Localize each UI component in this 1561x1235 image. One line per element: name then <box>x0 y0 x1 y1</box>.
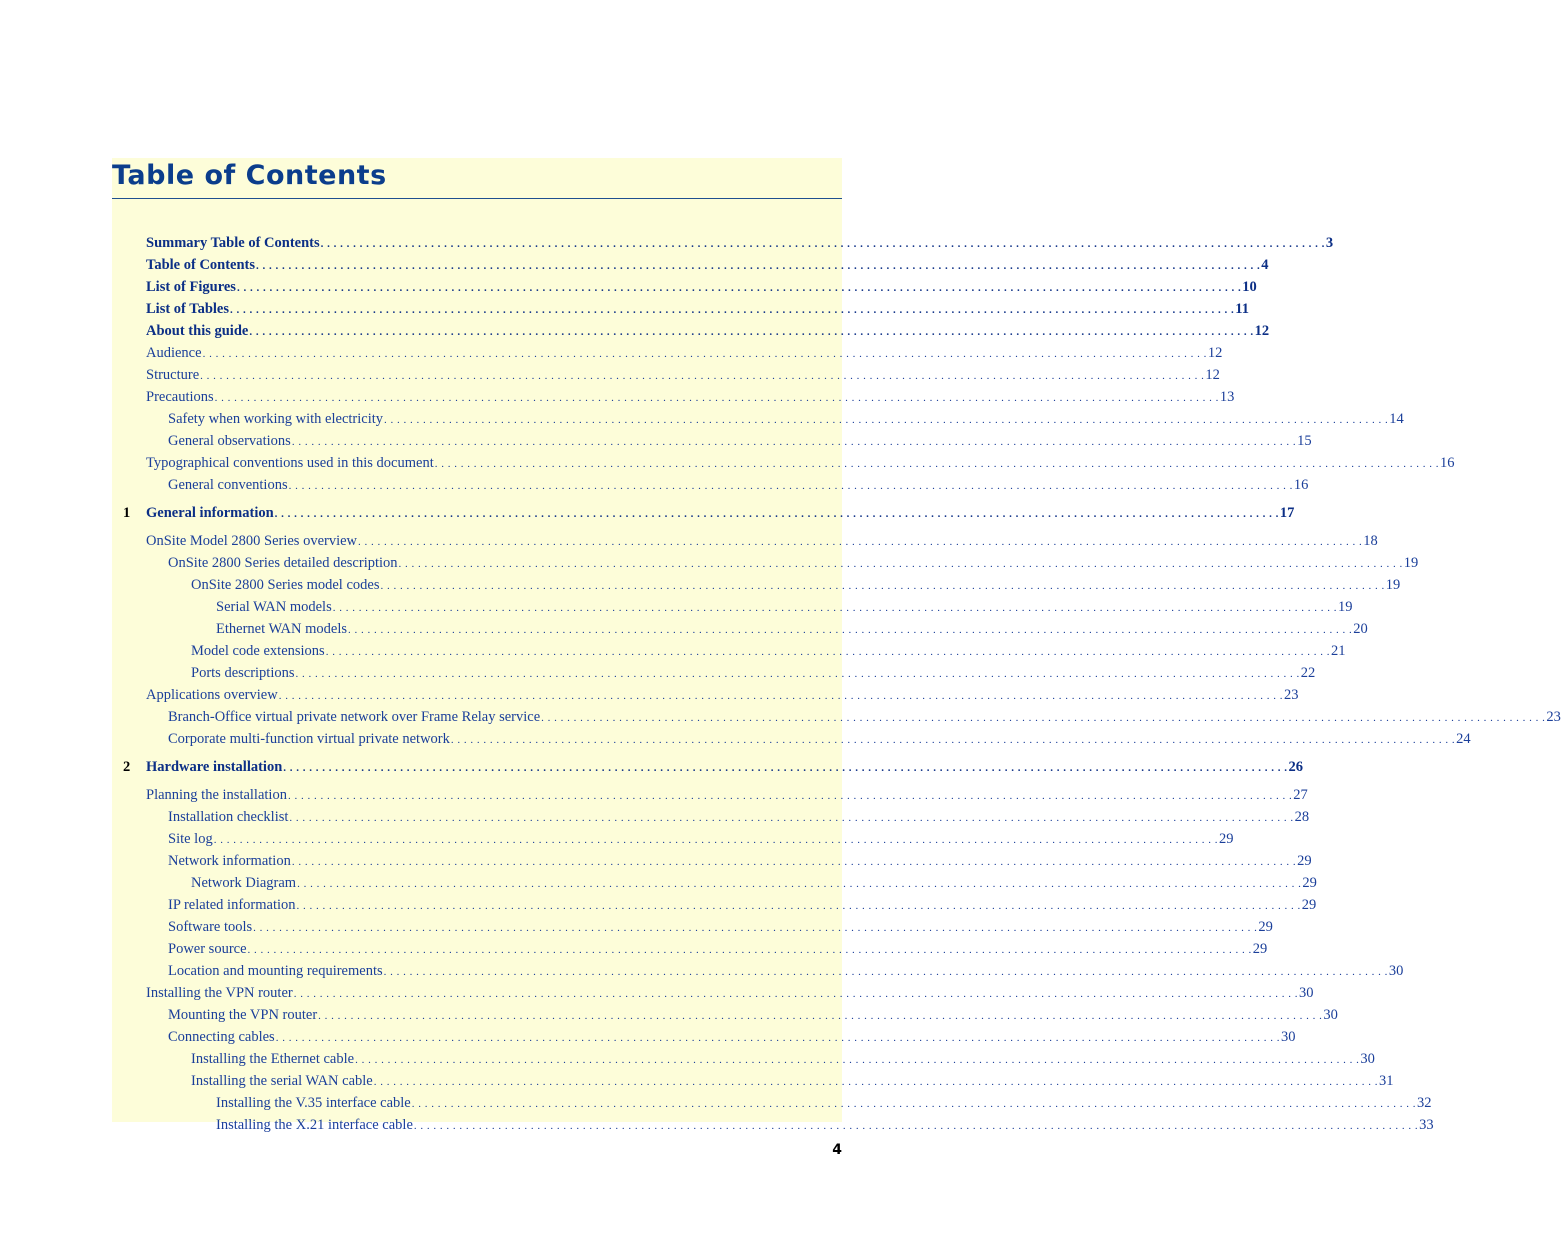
dot-leader: . . . . . . . . . . . . . . . . . . . . . . . . . . . . . . . . . . . . . . . . . . . . . . . . . . . . . . . . . . . . . . . . . . . . . . . . . . . . . . . . . . . . . . . . . . . . . . . . . . . . . . . . . . . . . . . . . . . . . . . . . . . . . . . . . . . . . . . . . . . . . . . . . . . . . . . . . . . <box>325 646 1330 658</box>
toc-entry-page: 14 <box>1389 411 1404 427</box>
dot-leader: . . . . . . . . . . . . . . . . . . . . . . . . . . . . . . . . . . . . . . . . . . . . . . . . . . . . . . . . . . . . . . . . . . . . . . . . . . . . . . . . . . . . . . . . . . . . . . . . . . . . . . . . . . . . . . . . . . . . . . . . . . . . . . . . . . . . . . . . . . . . . . . . . . . . . . . . . . . <box>411 1098 1416 1110</box>
dot-leader: . . . . . . . . . . . . . . . . . . . . . . . . . . . . . . . . . . . . . . . . . . . . . . . . . . . . . . . . . . . . . . . . . . . . . . . . . . . . . . . . . . . . . . . . . . . . . . . . . . . . . . . . . . . . . . . . . . . . . . . . . . . . . . . . . . . . . . . . . . . . . . . . . . . . . . . . . . . <box>332 602 1337 614</box>
toc-entry-link[interactable] <box>168 1026 1296 1049</box>
toc-entry-link[interactable] <box>146 756 1304 779</box>
toc-entry-link[interactable] <box>168 474 1309 497</box>
toc-entry-link[interactable] <box>146 452 1455 475</box>
toc-entry-link[interactable] <box>191 1048 1375 1071</box>
dot-leader: . . . . . . . . . . . . . . . . . . . . . . . . . . . . . . . . . . . . . . . . . . . . . . . . . . . . . . . . . . . . . . . . . . . . . . . . . . . . . . . . . . . . . . . . . . . . . . . . . . . . . . . . . . . . . . . . . . . . . . . . . . . . . . . . . . . . . . . . . . . . . . . . . . . . . . . . . . . <box>380 580 1385 592</box>
toc-entry-label: OnSite Model 2800 Series overview <box>146 533 358 549</box>
toc-entry-link[interactable] <box>168 706 1561 729</box>
toc-entry-page: 10 <box>1242 279 1257 295</box>
toc-entry[interactable] <box>112 640 1346 662</box>
toc-entry-link[interactable] <box>168 552 1419 575</box>
toc-entry[interactable] <box>112 502 1295 524</box>
toc-entry-page: 24 <box>1456 731 1471 747</box>
toc-entry[interactable] <box>112 474 1309 496</box>
toc-entry[interactable] <box>112 408 1404 430</box>
toc-entry[interactable] <box>112 850 1312 872</box>
toc-entry-link[interactable] <box>146 276 1257 299</box>
toc-entry-label: Safety when working with electricity <box>168 411 384 427</box>
dot-leader: . . . . . . . . . . . . . . . . . . . . . . . . . . . . . . . . . . . . . . . . . . . . . . . . . . . . . . . . . . . . . . . . . . . . . . . . . . . . . . . . . . . . . . . . . . . . . . . . . . . . . . . . . . . . . . . . . . . . . . . . . . . . . . . . . . . . . . . . . . . . . . . . . . . . . . . . . . . <box>287 790 1293 802</box>
toc-entry-label: OnSite 2800 Series model codes <box>191 577 380 593</box>
toc-entry[interactable] <box>112 960 1404 982</box>
toc-entry-link[interactable] <box>191 872 1317 895</box>
toc-entry[interactable] <box>112 756 1304 778</box>
toc-entry-link[interactable] <box>146 386 1235 409</box>
toc-entry[interactable] <box>112 1048 1375 1070</box>
toc-entry-page: 11 <box>1235 301 1249 317</box>
toc-entry-link[interactable] <box>168 960 1404 983</box>
toc-entry[interactable] <box>112 938 1268 960</box>
toc-entry-link[interactable] <box>168 430 1312 453</box>
toc-panel <box>112 158 1561 1133</box>
toc-entry-label: Power source <box>168 941 247 957</box>
toc-entry-link[interactable] <box>168 850 1312 873</box>
toc-entry-page: 29 <box>1252 941 1268 957</box>
toc-entry-link[interactable] <box>168 916 1273 939</box>
toc-entry[interactable] <box>112 430 1312 452</box>
toc-entry-label: List of Figures <box>146 279 236 295</box>
toc-entry-page: 23 <box>1283 687 1299 703</box>
dot-leader: . . . . . . . . . . . . . . . . . . . . . . . . . . . . . . . . . . . . . . . . . . . . . . . . . . . . . . . . . . . . . . . . . . . . . . . . . . . . . . . . . . . . . . . . . . . . . . . . . . . . . . . . . . . . . . . . . . . . . . . . . . . . . . . . . . . . . . . . . . . . . . . . . . . . . . . . . . . <box>373 1076 1378 1088</box>
toc-entry-link[interactable] <box>146 342 1223 365</box>
toc-entry-link[interactable] <box>146 530 1378 553</box>
toc-entry-label: IP related information <box>168 897 296 913</box>
dot-leader: . . . . . . . . . . . . . . . . . . . . . . . . . . . . . . . . . . . . . . . . . . . . . . . . . . . . . . . . . . . . . . . . . . . . . . . . . . . . . . . . . . . . . . . . . . . . . . . . . . . . . . . . . . . . . . . . . . . . . . . . . . . . . . . . . . . . . . . . . . . . . . . . . . . . . . . . . . . <box>289 812 1294 824</box>
dot-leader: . . . . . . . . . . . . . . . . . . . . . . . . . . . . . . . . . . . . . . . . . . . . . . . . . . . . . . . . . . . . . . . . . . . . . . . . . . . . . . . . . . . . . . . . . . . . . . . . . . . . . . . . . . . . . . . . . . . . . . . . . . . . . . . . . . . . . . . . . . . . . . . . . . . . . . . . . . . <box>247 944 1252 956</box>
toc-entry-label: Ports descriptions <box>191 665 295 681</box>
toc-entry-page: 30 <box>1323 1007 1338 1023</box>
toc-entry-link[interactable] <box>146 298 1249 321</box>
toc-entry-label: Branch-Office virtual private network over Frame Relay service <box>168 709 541 725</box>
toc-entry-label: Summary Table of Contents <box>146 235 320 251</box>
toc-entry[interactable] <box>112 530 1378 552</box>
toc-entry-label: Model code extensions <box>191 643 325 659</box>
toc-entry-link[interactable] <box>146 254 1269 277</box>
toc-entry[interactable] <box>112 684 1299 706</box>
toc-entry-page: 19 <box>1403 555 1419 571</box>
toc-entry-page: 4 <box>1261 257 1269 273</box>
toc-entry-label: Typographical conventions used in this document <box>146 455 434 471</box>
toc-entry-label: General conventions <box>168 477 288 493</box>
toc-entry-link[interactable] <box>168 828 1234 851</box>
dot-leader: . . . . . . . . . . . . . . . . . . . . . . . . . . . . . . . . . . . . . . . . . . . . . . . . . . . . . . . . . . . . . . . . . . . . . . . . . . . . . . . . . . . . . . . . . . . . . . . . . . . . . . . . . . . . . . . . . . . . . . . . . . . . . . . . . . . . . . . . . . . . . . . . . . . . . . . . . . . <box>202 348 1207 360</box>
toc-entry-label: Hardware installation <box>146 759 283 775</box>
toc-entry[interactable] <box>112 320 1270 342</box>
toc-entry[interactable] <box>112 1092 1432 1114</box>
toc-entry-page: 19 <box>1385 577 1401 593</box>
toc-entry-page: 29 <box>1258 919 1273 935</box>
dot-leader: . . . . . . . . . . . . . . . . . . . . . . . . . . . . . . . . . . . . . . . . . . . . . . . . . . . . . . . . . . . . . . . . . . . . . . . . . . . . . . . . . . . . . . . . . . . . . . . . . . . . . . . . . . . . . . . . . . . . . . . . . . . . . . . . . . . . . . . . . . . . . . . . . . . . . . . . . . . <box>200 370 1205 382</box>
toc-entry-page: 31 <box>1378 1073 1394 1089</box>
toc-entry-page: 16 <box>1293 477 1309 493</box>
toc-entry-link[interactable] <box>191 662 1316 685</box>
toc-entry[interactable] <box>112 386 1235 408</box>
toc-entry-page: 26 <box>1288 759 1304 775</box>
toc-entry-page: 29 <box>1301 897 1317 913</box>
toc-entry-page: 30 <box>1280 1029 1296 1045</box>
toc-entry[interactable] <box>112 1026 1296 1048</box>
toc-entry-page: 29 <box>1297 853 1312 869</box>
toc-entry-page: 27 <box>1293 787 1308 803</box>
toc-entry-link[interactable] <box>168 806 1310 829</box>
toc-entry-page: 30 <box>1298 985 1314 1001</box>
toc-entry-link[interactable] <box>216 618 1368 641</box>
toc-entry-label: Serial WAN models <box>216 599 332 615</box>
dot-leader: . . . . . . . . . . . . . . . . . . . . . . . . . . . . . . . . . . . . . . . . . . . . . . . . . . . . . . . . . . . . . . . . . . . . . . . . . . . . . . . . . . . . . . . . . . . . . . . . . . . . . . . . . . . . . . . . . . . . . . . . . . . . . . . . . . . . . . . . . . . . . . . . . . . . . . . . . . . <box>236 282 1242 294</box>
toc-entry-link[interactable] <box>146 784 1308 807</box>
dot-leader: . . . . . . . . . . . . . . . . . . . . . . . . . . . . . . . . . . . . . . . . . . . . . . . . . . . . . . . . . . . . . . . . . . . . . . . . . . . . . . . . . . . . . . . . . . . . . . . . . . . . . . . . . . . . . . . . . . . . . . . . . . . . . . . . . . . . . . . . . . . . . . . . . . . . . . . . . . . <box>398 558 1403 570</box>
toc-entry-label: Installing the Ethernet cable <box>191 1051 355 1067</box>
toc-entry-link[interactable] <box>146 232 1334 255</box>
dot-leader: . . . . . . . . . . . . . . . . . . . . . . . . . . . . . . . . . . . . . . . . . . . . . . . . . . . . . . . . . . . . . . . . . . . . . . . . . . . . . . . . . . . . . . . . . . . . . . . . . . . . . . . . . . . . . . . . . . . . . . . . . . . . . . . . . . . . . . . . . . . . . . . . . . . . . . . . . . . <box>293 988 1298 1000</box>
toc-entry-page: 13 <box>1219 389 1235 405</box>
toc-entry-page: 29 <box>1218 831 1234 847</box>
chapter-number: 1 <box>123 505 131 521</box>
toc-entry-link[interactable] <box>216 1114 1434 1137</box>
toc-entry-link[interactable] <box>146 684 1299 707</box>
dot-leader: . . . . . . . . . . . . . . . . . . . . . . . . . . . . . . . . . . . . . . . . . . . . . . . . . . . . . . . . . . . . . . . . . . . . . . . . . . . . . . . . . . . . . . . . . . . . . . . . . . . . . . . . . . . . . . . . . . . . . . . . . . . . . . . . . . . . . . . . . . . . . . . . . . . . . . . . . . . <box>275 1032 1280 1044</box>
page-title: Table of Contents <box>112 160 387 191</box>
toc-entry-label: Precautions <box>146 389 214 405</box>
toc-entry-label: Table of Contents <box>146 257 256 273</box>
toc-entry-page: 12 <box>1205 367 1220 383</box>
toc-entry-label: List of Tables <box>146 301 229 317</box>
dot-leader: . . . . . . . . . . . . . . . . . . . . . . . . . . . . . . . . . . . . . . . . . . . . . . . . . . . . . . . . . . . . . . . . . . . . . . . . . . . . . . . . . . . . . . . . . . . . . . . . . . . . . . . . . . . . . . . . . . . . . . . . . . . . . . . . . . . . . . . . . . . . . . . . . . . . . . . . . . . <box>213 834 1218 846</box>
toc-entry[interactable] <box>112 806 1310 828</box>
toc-entry-page: 33 <box>1419 1117 1434 1133</box>
toc-entry-page: 21 <box>1330 643 1346 659</box>
dot-leader: . . . . . . . . . . . . . . . . . . . . . . . . . . . . . . . . . . . . . . . . . . . . . . . . . . . . . . . . . . . . . . . . . . . . . . . . . . . . . . . . . . . . . . . . . . . . . . . . . . . . . . . . . . . . . . . . . . . . . . . . . . . . . . . . . . . . . . . . . . . . . . . . . . . . . . . . . . . <box>249 326 1254 338</box>
dot-leader: . . . . . . . . . . . . . . . . . . . . . . . . . . . . . . . . . . . . . . . . . . . . . . . . . . . . . . . . . . . . . . . . . . . . . . . . . . . . . . . . . . . . . . . . . . . . . . . . . . . . . . . . . . . . . . . . . . . . . . . . . . . . . . . . . . . . . . . . . . . . . . . . . . . . . . . . . . . <box>318 1010 1323 1022</box>
toc-entry-label: Software tools <box>168 919 253 935</box>
dot-leader: . . . . . . . . . . . . . . . . . . . . . . . . . . . . . . . . . . . . . . . . . . . . . . . . . . . . . . . . . . . . . . . . . . . . . . . . . . . . . . . . . . . . . . . . . . . . . . . . . . . . . . . . . . . . . . . . . . . . . . . . . . . . . . . . . . . . . . . . . . . . . . . . . . . . . . . . . . . <box>278 690 1283 702</box>
toc-entry-link[interactable] <box>146 320 1270 343</box>
toc-entry[interactable] <box>112 828 1234 850</box>
toc-entry-page: 15 <box>1297 433 1312 449</box>
toc-entry-label: Network Diagram <box>191 875 297 891</box>
toc-entry-link[interactable] <box>168 1004 1338 1027</box>
toc-entry-label: Site log <box>168 831 213 847</box>
toc-entry-link[interactable] <box>146 502 1295 525</box>
toc-entry[interactable] <box>112 364 1220 386</box>
toc-entry-page: 30 <box>1360 1051 1375 1067</box>
toc-entry-page: 22 <box>1300 665 1316 681</box>
toc-entry-label: Installing the serial WAN cable <box>191 1073 373 1089</box>
toc-entry-label: Installing the X.21 interface cable <box>216 1117 413 1133</box>
toc-entry[interactable] <box>112 728 1471 750</box>
dot-leader: . . . . . . . . . . . . . . . . . . . . . . . . . . . . . . . . . . . . . . . . . . . . . . . . . . . . . . . . . . . . . . . . . . . . . . . . . . . . . . . . . . . . . . . . . . . . . . . . . . . . . . . . . . . . . . . . . . . . . . . . . . . . . . . . . . . . . . . . . . . . . . . . . . . . . . . . . . . <box>230 304 1235 316</box>
toc-entries <box>112 232 1561 1136</box>
toc-entry-label: Ethernet WAN models <box>216 621 348 637</box>
toc-entry-link[interactable] <box>191 574 1401 597</box>
toc-entry-label: General observations <box>168 433 291 449</box>
toc-entry-page: 28 <box>1294 809 1310 825</box>
toc-entry-label: Connecting cables <box>168 1029 275 1045</box>
dot-leader: . . . . . . . . . . . . . . . . . . . . . . . . . . . . . . . . . . . . . . . . . . . . . . . . . . . . . . . . . . . . . . . . . . . . . . . . . . . . . . . . . . . . . . . . . . . . . . . . . . . . . . . . . . . . . . . . . . . . . . . . . . . . . . . . . . . . . . . . . . . . . . . . . . . . . . . . . . . <box>434 458 1439 470</box>
dot-leader: . . . . . . . . . . . . . . . . . . . . . . . . . . . . . . . . . . . . . . . . . . . . . . . . . . . . . . . . . . . . . . . . . . . . . . . . . . . . . . . . . . . . . . . . . . . . . . . . . . . . . . . . . . . . . . . . . . . . . . . . . . . . . . . . . . . . . . . . . . . . . . . . . . . . . . . . . . . <box>541 712 1546 724</box>
dot-leader: . . . . . . . . . . . . . . . . . . . . . . . . . . . . . . . . . . . . . . . . . . . . . . . . . . . . . . . . . . . . . . . . . . . . . . . . . . . . . . . . . . . . . . . . . . . . . . . . . . . . . . . . . . . . . . . . . . . . . . . . . . . . . . . . . . . . . . . . . . . . . . . . . . . . . . . . . . . <box>295 668 1300 680</box>
dot-leader: . . . . . . . . . . . . . . . . . . . . . . . . . . . . . . . . . . . . . . . . . . . . . . . . . . . . . . . . . . . . . . . . . . . . . . . . . . . . . . . . . . . . . . . . . . . . . . . . . . . . . . . . . . . . . . . . . . . . . . . . . . . . . . . . . . . . . . . . . . . . . . . . . . . . . . . . . . . <box>291 856 1297 868</box>
toc-entry[interactable] <box>112 618 1368 640</box>
toc-entry[interactable] <box>112 894 1317 916</box>
toc-entry-link[interactable] <box>191 1070 1394 1093</box>
dot-leader: . . . . . . . . . . . . . . . . . . . . . . . . . . . . . . . . . . . . . . . . . . . . . . . . . . . . . . . . . . . . . . . . . . . . . . . . . . . . . . . . . . . . . . . . . . . . . . . . . . . . . . . . . . . . . . . . . . . . . . . . . . . . . . . . . . . . . . . . . . . . . . . . . . . . . . . . . . . <box>383 966 1388 978</box>
toc-entry-label: OnSite 2800 Series detailed description <box>168 555 398 571</box>
dot-leader: . . . . . . . . . . . . . . . . . . . . . . . . . . . . . . . . . . . . . . . . . . . . . . . . . . . . . . . . . . . . . . . . . . . . . . . . . . . . . . . . . . . . . . . . . . . . . . . . . . . . . . . . . . . . . . . . . . . . . . . . . . . . . . . . . . . . . . . . . . . . . . . . . . . . . . . . . . . <box>358 536 1363 548</box>
title-bar <box>112 158 842 199</box>
toc-entry-label: About this guide <box>146 323 249 339</box>
dot-leader: . . . . . . . . . . . . . . . . . . . . . . . . . . . . . . . . . . . . . . . . . . . . . . . . . . . . . . . . . . . . . . . . . . . . . . . . . . . . . . . . . . . . . . . . . . . . . . . . . . . . . . . . . . . . . . . . . . . . . . . . . . . . . . . . . . . . . . . . . . . . . . . . . . . . . . . . . . . <box>413 1120 1419 1132</box>
toc-entry-link[interactable] <box>146 982 1314 1005</box>
toc-entry-page: 12 <box>1254 323 1270 339</box>
dot-leader: . . . . . . . . . . . . . . . . . . . . . . . . . . . . . . . . . . . . . . . . . . . . . . . . . . . . . . . . . . . . . . . . . . . . . . . . . . . . . . . . . . . . . . . . . . . . . . . . . . . . . . . . . . . . . . . . . . . . . . . . . . . . . . . . . . . . . . . . . . . . . . . . . . . . . . . . . . . <box>320 238 1325 250</box>
toc-entry[interactable] <box>112 552 1419 574</box>
toc-entry[interactable] <box>112 232 1334 254</box>
toc-entry-link[interactable] <box>216 1092 1432 1115</box>
toc-entry[interactable] <box>112 342 1223 364</box>
toc-entry[interactable] <box>112 1070 1394 1092</box>
toc-entry-page: 32 <box>1417 1095 1432 1111</box>
toc-entry-link[interactable] <box>216 596 1353 619</box>
toc-entry[interactable] <box>112 982 1314 1004</box>
toc-entry-link[interactable] <box>191 640 1346 663</box>
toc-entry-label: Location and mounting requirements <box>168 963 383 979</box>
page-number: 4 <box>832 1142 842 1158</box>
dot-leader: . . . . . . . . . . . . . . . . . . . . . . . . . . . . . . . . . . . . . . . . . . . . . . . . . . . . . . . . . . . . . . . . . . . . . . . . . . . . . . . . . . . . . . . . . . . . . . . . . . . . . . . . . . . . . . . . . . . . . . . . . . . . . . . . . . . . . . . . . . . . . . . . . . . . . . . . . . . <box>256 260 1261 272</box>
toc-entry-label: General information <box>146 505 274 521</box>
toc-entry-page: 23 <box>1546 709 1561 725</box>
toc-entry-page: 17 <box>1279 505 1295 521</box>
toc-entry[interactable] <box>112 1004 1338 1026</box>
toc-entry-label: Structure <box>146 367 200 383</box>
toc-entry-link[interactable] <box>168 728 1471 751</box>
dot-leader: . . . . . . . . . . . . . . . . . . . . . . . . . . . . . . . . . . . . . . . . . . . . . . . . . . . . . . . . . . . . . . . . . . . . . . . . . . . . . . . . . . . . . . . . . . . . . . . . . . . . . . . . . . . . . . . . . . . . . . . . . . . . . . . . . . . . . . . . . . . . . . . . . . . . . . . . . . . <box>288 480 1293 492</box>
toc-entry-label: Installing the VPN router <box>146 985 293 1001</box>
toc-entry-link[interactable] <box>168 894 1317 917</box>
toc-entry-link[interactable] <box>146 364 1220 387</box>
toc-entry-page: 30 <box>1388 963 1404 979</box>
toc-entry-page: 12 <box>1207 345 1223 361</box>
dot-leader: . . . . . . . . . . . . . . . . . . . . . . . . . . . . . . . . . . . . . . . . . . . . . . . . . . . . . . . . . . . . . . . . . . . . . . . . . . . . . . . . . . . . . . . . . . . . . . . . . . . . . . . . . . . . . . . . . . . . . . . . . . . . . . . . . . . . . . . . . . . . . . . . . . . . . . . . . . . <box>291 436 1297 448</box>
toc-entry-link[interactable] <box>168 408 1404 431</box>
dot-leader: . . . . . . . . . . . . . . . . . . . . . . . . . . . . . . . . . . . . . . . . . . . . . . . . . . . . . . . . . . . . . . . . . . . . . . . . . . . . . . . . . . . . . . . . . . . . . . . . . . . . . . . . . . . . . . . . . . . . . . . . . . . . . . . . . . . . . . . . . . . . . . . . . . . . . . . . . . . <box>297 878 1302 890</box>
dot-leader: . . . . . . . . . . . . . . . . . . . . . . . . . . . . . . . . . . . . . . . . . . . . . . . . . . . . . . . . . . . . . . . . . . . . . . . . . . . . . . . . . . . . . . . . . . . . . . . . . . . . . . . . . . . . . . . . . . . . . . . . . . . . . . . . . . . . . . . . . . . . . . . . . . . . . . . . . . . <box>283 762 1288 774</box>
dot-leader: . . . . . . . . . . . . . . . . . . . . . . . . . . . . . . . . . . . . . . . . . . . . . . . . . . . . . . . . . . . . . . . . . . . . . . . . . . . . . . . . . . . . . . . . . . . . . . . . . . . . . . . . . . . . . . . . . . . . . . . . . . . . . . . . . . . . . . . . . . . . . . . . . . . . . . . . . . . <box>253 922 1258 934</box>
toc-entry-label: Audience <box>146 345 202 361</box>
toc-entry-label: Installing the V.35 interface cable <box>216 1095 411 1111</box>
toc-entry[interactable] <box>112 298 1249 320</box>
toc-entry[interactable] <box>112 452 1455 474</box>
toc-entry[interactable] <box>112 1114 1434 1136</box>
toc-entry[interactable] <box>112 706 1561 728</box>
toc-entry[interactable] <box>112 872 1317 894</box>
toc-entry[interactable] <box>112 784 1308 806</box>
dot-leader: . . . . . . . . . . . . . . . . . . . . . . . . . . . . . . . . . . . . . . . . . . . . . . . . . . . . . . . . . . . . . . . . . . . . . . . . . . . . . . . . . . . . . . . . . . . . . . . . . . . . . . . . . . . . . . . . . . . . . . . . . . . . . . . . . . . . . . . . . . . . . . . . . . . . . . . . . . . <box>274 508 1279 520</box>
toc-entry-label: Corporate multi-function virtual private network <box>168 731 450 747</box>
toc-entry-link[interactable] <box>168 938 1268 961</box>
toc-entry-page: 19 <box>1337 599 1353 615</box>
toc-entry[interactable] <box>112 574 1401 596</box>
dot-leader: . . . . . . . . . . . . . . . . . . . . . . . . . . . . . . . . . . . . . . . . . . . . . . . . . . . . . . . . . . . . . . . . . . . . . . . . . . . . . . . . . . . . . . . . . . . . . . . . . . . . . . . . . . . . . . . . . . . . . . . . . . . . . . . . . . . . . . . . . . . . . . . . . . . . . . . . . . . <box>348 624 1353 636</box>
toc-entry[interactable] <box>112 254 1269 276</box>
toc-entry[interactable] <box>112 276 1257 298</box>
toc-entry[interactable] <box>112 662 1316 684</box>
dot-leader: . . . . . . . . . . . . . . . . . . . . . . . . . . . . . . . . . . . . . . . . . . . . . . . . . . . . . . . . . . . . . . . . . . . . . . . . . . . . . . . . . . . . . . . . . . . . . . . . . . . . . . . . . . . . . . . . . . . . . . . . . . . . . . . . . . . . . . . . . . . . . . . . . . . . . . . . . . . <box>450 734 1456 746</box>
toc-entry-label: Applications overview <box>146 687 278 703</box>
toc-entry-label: Network information <box>168 853 291 869</box>
toc-entry-page: 29 <box>1302 875 1317 891</box>
dot-leader: . . . . . . . . . . . . . . . . . . . . . . . . . . . . . . . . . . . . . . . . . . . . . . . . . . . . . . . . . . . . . . . . . . . . . . . . . . . . . . . . . . . . . . . . . . . . . . . . . . . . . . . . . . . . . . . . . . . . . . . . . . . . . . . . . . . . . . . . . . . . . . . . . . . . . . . . . . . <box>384 414 1389 426</box>
toc-entry[interactable] <box>112 596 1353 618</box>
toc-entry-label: Mounting the VPN router <box>168 1007 318 1023</box>
toc-entry[interactable] <box>112 916 1273 938</box>
toc-entry-page: 16 <box>1439 455 1455 471</box>
dot-leader: . . . . . . . . . . . . . . . . . . . . . . . . . . . . . . . . . . . . . . . . . . . . . . . . . . . . . . . . . . . . . . . . . . . . . . . . . . . . . . . . . . . . . . . . . . . . . . . . . . . . . . . . . . . . . . . . . . . . . . . . . . . . . . . . . . . . . . . . . . . . . . . . . . . . . . . . . . . <box>355 1054 1360 1066</box>
chapter-number: 2 <box>123 759 131 775</box>
dot-leader: . . . . . . . . . . . . . . . . . . . . . . . . . . . . . . . . . . . . . . . . . . . . . . . . . . . . . . . . . . . . . . . . . . . . . . . . . . . . . . . . . . . . . . . . . . . . . . . . . . . . . . . . . . . . . . . . . . . . . . . . . . . . . . . . . . . . . . . . . . . . . . . . . . . . . . . . . . . <box>214 392 1219 404</box>
dot-leader: . . . . . . . . . . . . . . . . . . . . . . . . . . . . . . . . . . . . . . . . . . . . . . . . . . . . . . . . . . . . . . . . . . . . . . . . . . . . . . . . . . . . . . . . . . . . . . . . . . . . . . . . . . . . . . . . . . . . . . . . . . . . . . . . . . . . . . . . . . . . . . . . . . . . . . . . . . . <box>296 900 1301 912</box>
toc-entry-page: 18 <box>1363 533 1378 549</box>
toc-entry-page: 20 <box>1353 621 1368 637</box>
toc-entry-label: Planning the installation <box>146 787 287 803</box>
toc-entry-page: 3 <box>1325 235 1334 251</box>
toc-entry-label: Installation checklist <box>168 809 289 825</box>
